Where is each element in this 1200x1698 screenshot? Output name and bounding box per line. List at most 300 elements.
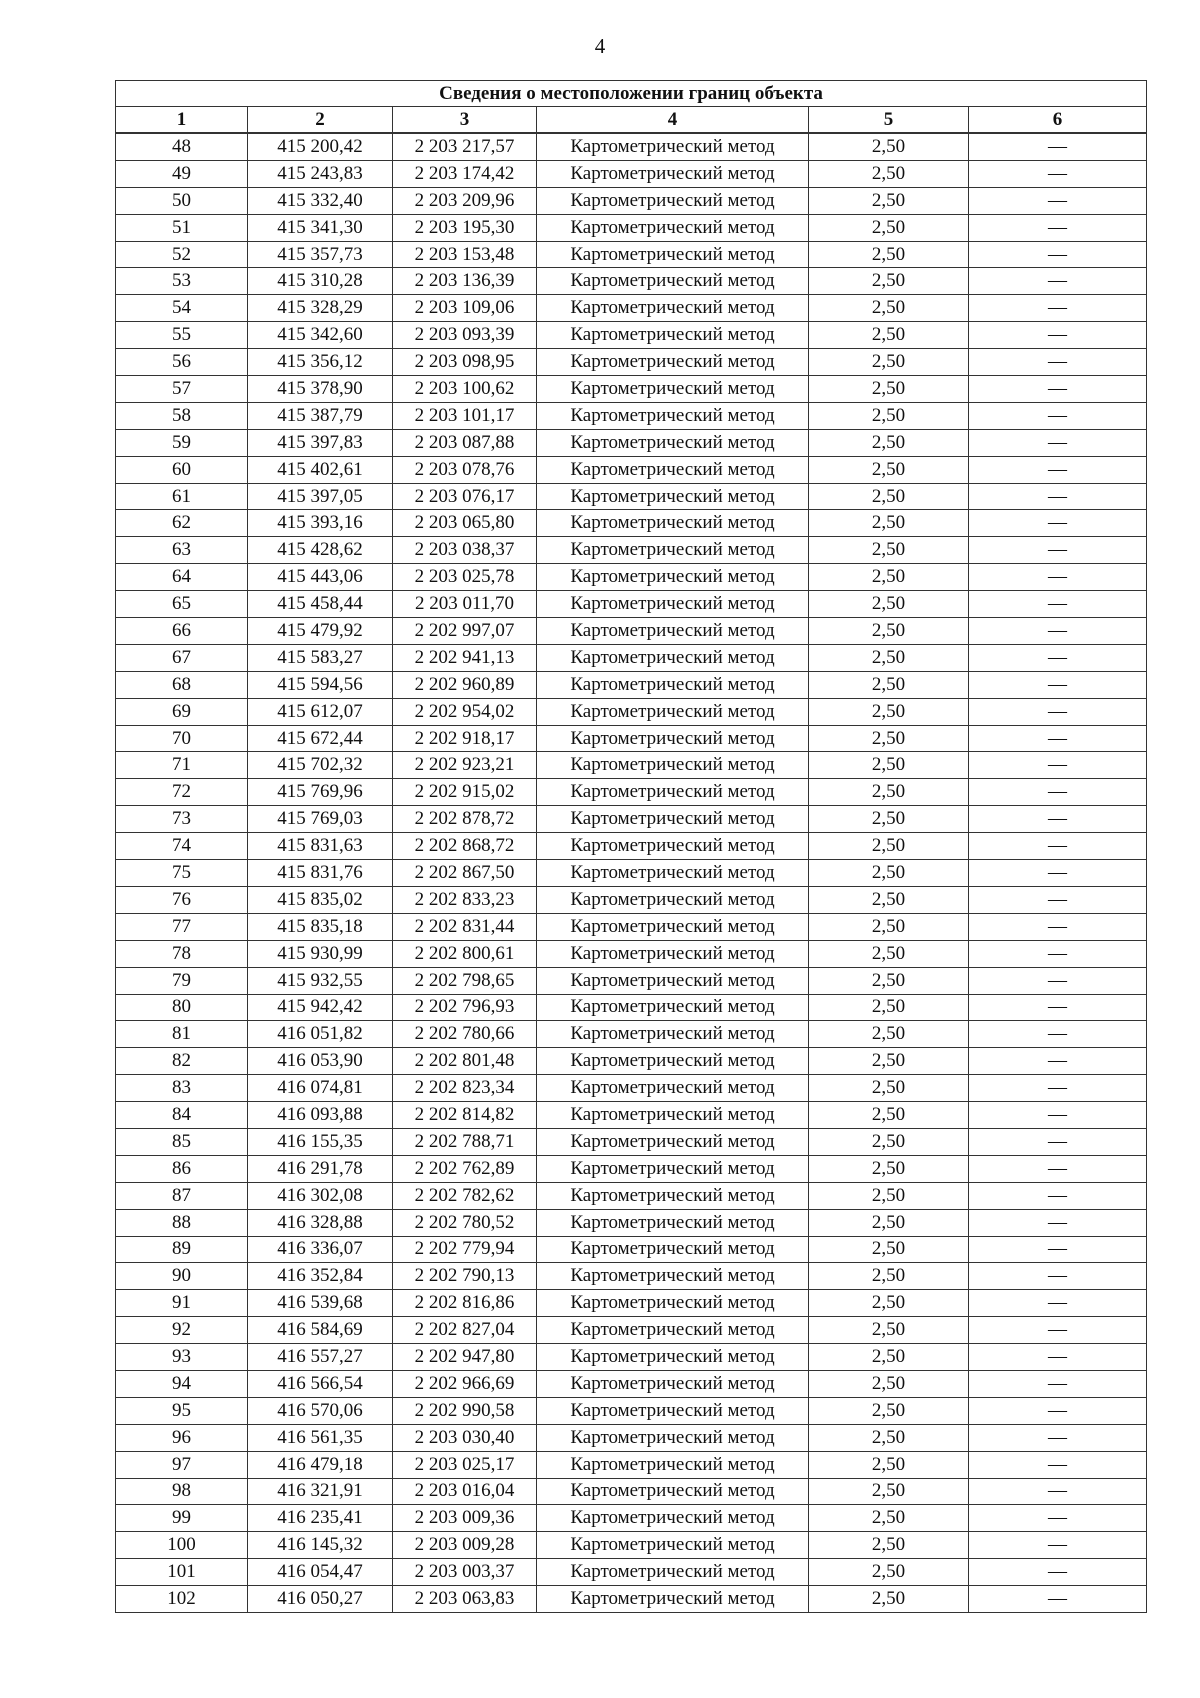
cell-point-number: 97 <box>116 1451 248 1478</box>
cell-description: — <box>969 1182 1147 1209</box>
table-row <box>116 268 1147 295</box>
cell-y-coordinate: 2 203 217,57 <box>393 133 537 160</box>
cell-x-coordinate: 415 769,96 <box>248 779 393 806</box>
cell-accuracy: 2,50 <box>809 618 969 645</box>
cell-determination-method: Картометрический метод <box>537 268 809 295</box>
cell-x-coordinate: 415 942,42 <box>248 994 393 1021</box>
cell-x-coordinate: 415 357,73 <box>248 241 393 268</box>
cell-x-coordinate: 415 378,90 <box>248 376 393 403</box>
cell-description: — <box>969 187 1147 214</box>
table-row <box>116 241 1147 268</box>
cell-determination-method: Картометрический метод <box>537 160 809 187</box>
cell-y-coordinate: 2 203 065,80 <box>393 510 537 537</box>
cell-point-number: 61 <box>116 483 248 510</box>
cell-accuracy: 2,50 <box>809 537 969 564</box>
cell-point-number: 83 <box>116 1075 248 1102</box>
cell-description: — <box>969 483 1147 510</box>
cell-x-coordinate: 416 235,41 <box>248 1505 393 1532</box>
cell-y-coordinate: 2 202 947,80 <box>393 1344 537 1371</box>
cell-x-coordinate: 415 243,83 <box>248 160 393 187</box>
cell-x-coordinate: 416 561,35 <box>248 1424 393 1451</box>
cell-x-coordinate: 416 570,06 <box>248 1397 393 1424</box>
table-row <box>116 1182 1147 1209</box>
cell-accuracy: 2,50 <box>809 322 969 349</box>
cell-x-coordinate: 415 342,60 <box>248 322 393 349</box>
cell-y-coordinate: 2 203 025,78 <box>393 564 537 591</box>
cell-description: — <box>969 967 1147 994</box>
cell-accuracy: 2,50 <box>809 1397 969 1424</box>
cell-y-coordinate: 2 202 990,58 <box>393 1397 537 1424</box>
cell-y-coordinate: 2 202 790,13 <box>393 1263 537 1290</box>
cell-point-number: 52 <box>116 241 248 268</box>
column-number-row <box>116 107 1147 134</box>
cell-point-number: 50 <box>116 187 248 214</box>
table-row <box>116 1532 1147 1559</box>
cell-description: — <box>969 1102 1147 1129</box>
table-row <box>116 1209 1147 1236</box>
cell-description: — <box>969 456 1147 483</box>
cell-description: — <box>969 1505 1147 1532</box>
cell-point-number: 92 <box>116 1317 248 1344</box>
table-row <box>116 349 1147 376</box>
cell-point-number: 55 <box>116 322 248 349</box>
cell-description: — <box>969 725 1147 752</box>
cell-determination-method: Картометрический метод <box>537 1317 809 1344</box>
table-body <box>116 133 1147 1612</box>
cell-point-number: 82 <box>116 1048 248 1075</box>
cell-accuracy: 2,50 <box>809 1048 969 1075</box>
cell-x-coordinate: 416 539,68 <box>248 1290 393 1317</box>
cell-accuracy: 2,50 <box>809 1236 969 1263</box>
cell-description: — <box>969 537 1147 564</box>
cell-point-number: 48 <box>116 133 248 160</box>
cell-point-number: 98 <box>116 1478 248 1505</box>
cell-accuracy: 2,50 <box>809 268 969 295</box>
cell-accuracy: 2,50 <box>809 349 969 376</box>
cell-accuracy: 2,50 <box>809 1370 969 1397</box>
cell-description: — <box>969 618 1147 645</box>
page-number: 4 <box>594 34 606 58</box>
cell-x-coordinate: 416 352,84 <box>248 1263 393 1290</box>
table-row <box>116 1344 1147 1371</box>
table-row <box>116 1075 1147 1102</box>
table-row <box>116 160 1147 187</box>
cell-y-coordinate: 2 202 831,44 <box>393 913 537 940</box>
cell-description: — <box>969 1209 1147 1236</box>
cell-x-coordinate: 415 387,79 <box>248 402 393 429</box>
cell-determination-method: Картометрический метод <box>537 671 809 698</box>
table-row <box>116 187 1147 214</box>
cell-determination-method: Картометрический метод <box>537 1478 809 1505</box>
cell-x-coordinate: 415 443,06 <box>248 564 393 591</box>
cell-description: — <box>969 698 1147 725</box>
cell-accuracy: 2,50 <box>809 133 969 160</box>
cell-description: — <box>969 160 1147 187</box>
table-row <box>116 295 1147 322</box>
boundary-coordinates-table <box>115 80 1147 1613</box>
cell-x-coordinate: 416 302,08 <box>248 1182 393 1209</box>
table-row <box>116 1236 1147 1263</box>
table-row <box>116 1397 1147 1424</box>
cell-point-number: 53 <box>116 268 248 295</box>
cell-y-coordinate: 2 202 833,23 <box>393 886 537 913</box>
cell-determination-method: Картометрический метод <box>537 1021 809 1048</box>
cell-description: — <box>969 994 1147 1021</box>
table-row <box>116 1424 1147 1451</box>
cell-point-number: 73 <box>116 806 248 833</box>
cell-description: — <box>969 913 1147 940</box>
table-row <box>116 1586 1147 1613</box>
cell-point-number: 64 <box>116 564 248 591</box>
cell-accuracy: 2,50 <box>809 994 969 1021</box>
cell-determination-method: Картометрический метод <box>537 1155 809 1182</box>
column-number-4: 4 <box>537 107 809 134</box>
cell-y-coordinate: 2 203 025,17 <box>393 1451 537 1478</box>
cell-accuracy: 2,50 <box>809 376 969 403</box>
cell-x-coordinate: 415 458,44 <box>248 591 393 618</box>
cell-determination-method: Картометрический метод <box>537 1344 809 1371</box>
cell-accuracy: 2,50 <box>809 1021 969 1048</box>
cell-x-coordinate: 416 336,07 <box>248 1236 393 1263</box>
cell-y-coordinate: 2 202 798,65 <box>393 967 537 994</box>
cell-y-coordinate: 2 203 098,95 <box>393 349 537 376</box>
cell-description: — <box>969 1478 1147 1505</box>
cell-y-coordinate: 2 202 816,86 <box>393 1290 537 1317</box>
cell-accuracy: 2,50 <box>809 1505 969 1532</box>
cell-point-number: 94 <box>116 1370 248 1397</box>
cell-y-coordinate: 2 202 796,93 <box>393 994 537 1021</box>
cell-accuracy: 2,50 <box>809 940 969 967</box>
table-row <box>116 994 1147 1021</box>
cell-point-number: 59 <box>116 429 248 456</box>
cell-determination-method: Картометрический метод <box>537 1505 809 1532</box>
cell-y-coordinate: 2 203 011,70 <box>393 591 537 618</box>
cell-y-coordinate: 2 202 966,69 <box>393 1370 537 1397</box>
cell-determination-method: Картометрический метод <box>537 1397 809 1424</box>
table-row <box>116 1021 1147 1048</box>
cell-x-coordinate: 416 155,35 <box>248 1128 393 1155</box>
cell-accuracy: 2,50 <box>809 1290 969 1317</box>
column-number-5: 5 <box>809 107 969 134</box>
cell-point-number: 49 <box>116 160 248 187</box>
cell-determination-method: Картометрический метод <box>537 940 809 967</box>
cell-determination-method: Картометрический метод <box>537 429 809 456</box>
cell-x-coordinate: 415 310,28 <box>248 268 393 295</box>
cell-y-coordinate: 2 203 087,88 <box>393 429 537 456</box>
cell-description: — <box>969 1397 1147 1424</box>
cell-accuracy: 2,50 <box>809 1451 969 1478</box>
cell-description: — <box>969 1344 1147 1371</box>
cell-description: — <box>969 1451 1147 1478</box>
cell-point-number: 78 <box>116 940 248 967</box>
cell-determination-method: Картометрический метод <box>537 402 809 429</box>
cell-point-number: 96 <box>116 1424 248 1451</box>
cell-y-coordinate: 2 202 997,07 <box>393 618 537 645</box>
table-row <box>116 214 1147 241</box>
cell-accuracy: 2,50 <box>809 1128 969 1155</box>
cell-point-number: 70 <box>116 725 248 752</box>
cell-determination-method: Картометрический метод <box>537 295 809 322</box>
cell-accuracy: 2,50 <box>809 779 969 806</box>
cell-y-coordinate: 2 202 800,61 <box>393 940 537 967</box>
cell-y-coordinate: 2 203 153,48 <box>393 241 537 268</box>
cell-description: — <box>969 295 1147 322</box>
cell-accuracy: 2,50 <box>809 1102 969 1129</box>
cell-description: — <box>969 1236 1147 1263</box>
cell-y-coordinate: 2 202 801,48 <box>393 1048 537 1075</box>
cell-y-coordinate: 2 203 076,17 <box>393 483 537 510</box>
cell-x-coordinate: 416 291,78 <box>248 1155 393 1182</box>
table-row <box>116 779 1147 806</box>
cell-y-coordinate: 2 203 016,04 <box>393 1478 537 1505</box>
cell-x-coordinate: 415 479,92 <box>248 618 393 645</box>
cell-y-coordinate: 2 202 868,72 <box>393 833 537 860</box>
cell-accuracy: 2,50 <box>809 429 969 456</box>
table-row <box>116 510 1147 537</box>
cell-point-number: 76 <box>116 886 248 913</box>
cell-y-coordinate: 2 202 780,52 <box>393 1209 537 1236</box>
cell-point-number: 87 <box>116 1182 248 1209</box>
cell-point-number: 75 <box>116 860 248 887</box>
cell-accuracy: 2,50 <box>809 1263 969 1290</box>
cell-determination-method: Картометрический метод <box>537 752 809 779</box>
table-row <box>116 1451 1147 1478</box>
table-row <box>116 698 1147 725</box>
cell-x-coordinate: 416 074,81 <box>248 1075 393 1102</box>
cell-x-coordinate: 415 932,55 <box>248 967 393 994</box>
table-row <box>116 1370 1147 1397</box>
cell-x-coordinate: 415 356,12 <box>248 349 393 376</box>
cell-determination-method: Картометрический метод <box>537 1075 809 1102</box>
cell-x-coordinate: 416 321,91 <box>248 1478 393 1505</box>
cell-point-number: 74 <box>116 833 248 860</box>
cell-x-coordinate: 415 831,63 <box>248 833 393 860</box>
cell-x-coordinate: 415 341,30 <box>248 214 393 241</box>
cell-determination-method: Картометрический метод <box>537 322 809 349</box>
cell-y-coordinate: 2 202 827,04 <box>393 1317 537 1344</box>
cell-y-coordinate: 2 202 878,72 <box>393 806 537 833</box>
cell-description: — <box>969 429 1147 456</box>
cell-y-coordinate: 2 202 782,62 <box>393 1182 537 1209</box>
cell-accuracy: 2,50 <box>809 241 969 268</box>
table-row <box>116 1128 1147 1155</box>
cell-point-number: 77 <box>116 913 248 940</box>
cell-x-coordinate: 415 332,40 <box>248 187 393 214</box>
cell-y-coordinate: 2 202 954,02 <box>393 698 537 725</box>
cell-y-coordinate: 2 203 078,76 <box>393 456 537 483</box>
table-row <box>116 1317 1147 1344</box>
cell-determination-method: Картометрический метод <box>537 1182 809 1209</box>
cell-description: — <box>969 591 1147 618</box>
cell-y-coordinate: 2 202 867,50 <box>393 860 537 887</box>
table-row <box>116 456 1147 483</box>
cell-determination-method: Картометрический метод <box>537 779 809 806</box>
cell-description: — <box>969 779 1147 806</box>
cell-accuracy: 2,50 <box>809 725 969 752</box>
cell-y-coordinate: 2 202 779,94 <box>393 1236 537 1263</box>
cell-y-coordinate: 2 202 814,82 <box>393 1102 537 1129</box>
cell-description: — <box>969 1559 1147 1586</box>
cell-description: — <box>969 1048 1147 1075</box>
cell-description: — <box>969 241 1147 268</box>
cell-x-coordinate: 416 557,27 <box>248 1344 393 1371</box>
cell-y-coordinate: 2 203 100,62 <box>393 376 537 403</box>
cell-accuracy: 2,50 <box>809 510 969 537</box>
cell-determination-method: Картометрический метод <box>537 1451 809 1478</box>
cell-point-number: 71 <box>116 752 248 779</box>
cell-determination-method: Картометрический метод <box>537 214 809 241</box>
cell-point-number: 99 <box>116 1505 248 1532</box>
cell-accuracy: 2,50 <box>809 160 969 187</box>
table-row <box>116 376 1147 403</box>
table-row <box>116 833 1147 860</box>
cell-description: — <box>969 133 1147 160</box>
cell-description: — <box>969 1290 1147 1317</box>
cell-x-coordinate: 415 393,16 <box>248 510 393 537</box>
column-number-6: 6 <box>969 107 1147 134</box>
cell-accuracy: 2,50 <box>809 1075 969 1102</box>
table-title-row <box>116 81 1147 107</box>
cell-determination-method: Картометрический метод <box>537 1586 809 1613</box>
cell-x-coordinate: 416 584,69 <box>248 1317 393 1344</box>
cell-y-coordinate: 2 203 136,39 <box>393 268 537 295</box>
cell-accuracy: 2,50 <box>809 187 969 214</box>
cell-x-coordinate: 415 835,02 <box>248 886 393 913</box>
cell-x-coordinate: 415 583,27 <box>248 644 393 671</box>
cell-description: — <box>969 644 1147 671</box>
cell-description: — <box>969 1155 1147 1182</box>
cell-point-number: 66 <box>116 618 248 645</box>
cell-point-number: 81 <box>116 1021 248 1048</box>
cell-x-coordinate: 416 566,54 <box>248 1370 393 1397</box>
cell-description: — <box>969 1317 1147 1344</box>
cell-determination-method: Картометрический метод <box>537 187 809 214</box>
cell-accuracy: 2,50 <box>809 591 969 618</box>
cell-determination-method: Картометрический метод <box>537 456 809 483</box>
cell-description: — <box>969 349 1147 376</box>
table-row <box>116 913 1147 940</box>
cell-y-coordinate: 2 203 063,83 <box>393 1586 537 1613</box>
cell-determination-method: Картометрический метод <box>537 967 809 994</box>
cell-description: — <box>969 564 1147 591</box>
cell-point-number: 101 <box>116 1559 248 1586</box>
cell-y-coordinate: 2 203 209,96 <box>393 187 537 214</box>
cell-description: — <box>969 376 1147 403</box>
cell-determination-method: Картометрический метод <box>537 1424 809 1451</box>
cell-description: — <box>969 1532 1147 1559</box>
cell-x-coordinate: 416 053,90 <box>248 1048 393 1075</box>
table-row <box>116 133 1147 160</box>
cell-accuracy: 2,50 <box>809 752 969 779</box>
cell-determination-method: Картометрический метод <box>537 725 809 752</box>
cell-point-number: 93 <box>116 1344 248 1371</box>
cell-determination-method: Картометрический метод <box>537 1236 809 1263</box>
table-row <box>116 940 1147 967</box>
table-row <box>116 671 1147 698</box>
table-title: Сведения о местоположении границ объекта <box>116 81 1147 107</box>
cell-accuracy: 2,50 <box>809 1344 969 1371</box>
table-row <box>116 483 1147 510</box>
table-row <box>116 1155 1147 1182</box>
cell-point-number: 62 <box>116 510 248 537</box>
table-row <box>116 537 1147 564</box>
cell-x-coordinate: 415 428,62 <box>248 537 393 564</box>
cell-description: — <box>969 268 1147 295</box>
cell-description: — <box>969 1263 1147 1290</box>
cell-description: — <box>969 940 1147 967</box>
cell-y-coordinate: 2 203 093,39 <box>393 322 537 349</box>
table-row <box>116 1102 1147 1129</box>
table-row <box>116 618 1147 645</box>
cell-determination-method: Картометрический метод <box>537 1559 809 1586</box>
table-row <box>116 860 1147 887</box>
cell-determination-method: Картометрический метод <box>537 618 809 645</box>
cell-determination-method: Картометрический метод <box>537 483 809 510</box>
cell-y-coordinate: 2 203 101,17 <box>393 402 537 429</box>
cell-determination-method: Картометрический метод <box>537 537 809 564</box>
cell-accuracy: 2,50 <box>809 456 969 483</box>
cell-point-number: 60 <box>116 456 248 483</box>
cell-x-coordinate: 415 397,83 <box>248 429 393 456</box>
cell-point-number: 63 <box>116 537 248 564</box>
cell-y-coordinate: 2 203 174,42 <box>393 160 537 187</box>
cell-point-number: 56 <box>116 349 248 376</box>
column-number-1: 1 <box>116 107 248 134</box>
cell-accuracy: 2,50 <box>809 671 969 698</box>
cell-description: — <box>969 1424 1147 1451</box>
cell-y-coordinate: 2 202 923,21 <box>393 752 537 779</box>
cell-determination-method: Картометрический метод <box>537 1370 809 1397</box>
cell-y-coordinate: 2 203 003,37 <box>393 1559 537 1586</box>
cell-description: — <box>969 510 1147 537</box>
table-row <box>116 429 1147 456</box>
cell-description: — <box>969 1586 1147 1613</box>
cell-description: — <box>969 752 1147 779</box>
column-number-2: 2 <box>248 107 393 134</box>
cell-point-number: 51 <box>116 214 248 241</box>
cell-determination-method: Картометрический метод <box>537 133 809 160</box>
cell-determination-method: Картометрический метод <box>537 994 809 1021</box>
column-number-3: 3 <box>393 107 537 134</box>
cell-y-coordinate: 2 202 788,71 <box>393 1128 537 1155</box>
cell-point-number: 68 <box>116 671 248 698</box>
cell-x-coordinate: 416 479,18 <box>248 1451 393 1478</box>
cell-determination-method: Картометрический метод <box>537 1102 809 1129</box>
cell-x-coordinate: 416 050,27 <box>248 1586 393 1613</box>
cell-y-coordinate: 2 203 009,28 <box>393 1532 537 1559</box>
cell-determination-method: Картометрический метод <box>537 510 809 537</box>
cell-point-number: 88 <box>116 1209 248 1236</box>
table-row <box>116 1478 1147 1505</box>
cell-determination-method: Картометрический метод <box>537 1128 809 1155</box>
cell-determination-method: Картометрический метод <box>537 591 809 618</box>
cell-accuracy: 2,50 <box>809 1532 969 1559</box>
cell-x-coordinate: 415 594,56 <box>248 671 393 698</box>
cell-determination-method: Картометрический метод <box>537 913 809 940</box>
table-row <box>116 644 1147 671</box>
cell-x-coordinate: 415 835,18 <box>248 913 393 940</box>
cell-accuracy: 2,50 <box>809 698 969 725</box>
cell-y-coordinate: 2 202 780,66 <box>393 1021 537 1048</box>
cell-accuracy: 2,50 <box>809 1478 969 1505</box>
cell-accuracy: 2,50 <box>809 806 969 833</box>
cell-point-number: 100 <box>116 1532 248 1559</box>
cell-y-coordinate: 2 202 823,34 <box>393 1075 537 1102</box>
cell-description: — <box>969 214 1147 241</box>
cell-point-number: 67 <box>116 644 248 671</box>
cell-accuracy: 2,50 <box>809 1317 969 1344</box>
cell-description: — <box>969 1370 1147 1397</box>
